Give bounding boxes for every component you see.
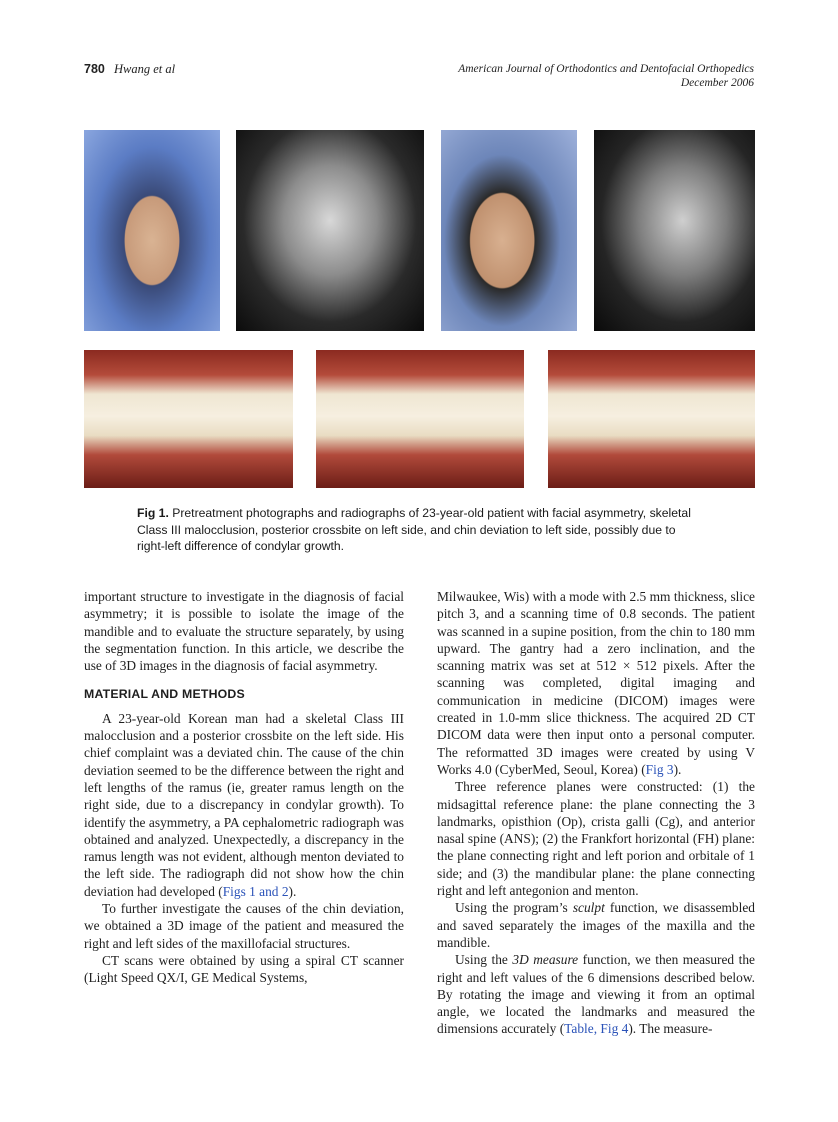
paragraph: Milwaukee, Wis) with a mode with 2.5 mm thickness, slice pitch 3, and a scanning time of 0.8 seconds. The patient was scanned in a supine position, from the chin to 180 mm upward. The gantry had a zero inclination, and the scanning matrix was set at 512 × 512 pixels. After the scanning was completed, digital imaging and communication in medicine (DICOM) images were created in 1.0-mm slice thickness. The acquired 2D CT DICOM data were then input onto a personal computer. The reformatted 3D images were created by using V Works 4.0 (CyberMed, Seoul, Korea) (Fig 3).: [437, 589, 755, 777]
paragraph: CT scans were obtained by using a spiral CT scanner (Light Speed QX/I, GE Medical Systems,: [84, 952, 404, 986]
table-figure-reference-link[interactable]: Table, Fig 4: [564, 1021, 629, 1037]
intraoral-photo-left: [548, 350, 755, 488]
paragraph: Using the 3D measure function, we then measured the right and left values of the 6 dimensions described below. By rotating the image and viewing it from an optimal angle, we located the landmarks and measured the dimensions accurately (Table, Fig 4). The measure-: [437, 952, 755, 1037]
left-column: [84, 588, 404, 987]
frontal-face-photo: [84, 130, 220, 331]
figure-caption-text: Pretreatment photographs and radiographs of 23-year-old patient with facial asymmetry, skeletal Class III malocclusion, posterior crossbite on left side, and chin deviation to left side, possibly due to right-left difference of condylar growth.: [137, 506, 691, 553]
paragraph: A 23-year-old Korean man had a skeletal Class III malocclusion and a posterior crossbite on the left side. His chief complaint was a deviated chin. The cause of the chin deviation seemed to be the difference between the right and left lengths of the ramus (ie, greater ramus length on the right side, due to a discrepancy in condylar growth). To identify the asymmetry, a PA cephalometric radiograph was obtained and analyzed. Unexpectedly, a discrepancy in the ramus length was not evident, although menton deviated to the left side. The radiograph did not show how the chin deviation had developed (Figs 1 and 2).: [84, 710, 404, 899]
figure-reference-link[interactable]: Fig 3: [645, 761, 674, 777]
paragraph: important structure to investigate in the diagnosis of facial asymmetry; it is possible to isolate the image of the mandible and to evaluate the structure separately, by using the segmentation function. In this article, we describe the use of 3D images in the diagnosis of facial asymmetry.: [84, 589, 404, 674]
pa-cephalometric-radiograph: [236, 130, 424, 331]
running-header-right: [458, 62, 754, 90]
running-header-left: [84, 62, 175, 77]
paragraph: To further investigate the causes of the chin deviation, we obtained a 3D image of the patient and measured the right and left sides of the maxillofacial structures.: [84, 901, 404, 951]
running-authors: Hwang et al: [113, 62, 176, 76]
paragraph: Three reference planes were constructed: (1) the midsagittal reference plane: the plane connecting the 3 landmarks, opisthion (Op), crista galli (Cg), and anterior nasal spine (ANS); (2) the Frankfort horizontal (FH) plane: the plane connecting right and left porion and orbitale of 1 side; and (3) the mandibular plane: the plane connecting right and left antegonion and menton.: [437, 779, 755, 899]
intraoral-photo-frontal: [316, 350, 524, 488]
figure-caption: [137, 505, 703, 555]
figure-label: Fig 1.: [137, 506, 169, 520]
journal-title: American Journal of Orthodontics and Dentofacial Orthopedics: [458, 63, 754, 75]
journal-issue: December 2006: [680, 77, 754, 89]
lateral-cephalometric-radiograph: [594, 130, 755, 331]
right-column: [437, 588, 755, 1038]
section-heading: MATERIAL AND METHODS: [84, 687, 245, 702]
page-number: 780: [84, 62, 105, 76]
intraoral-photo-right: [84, 350, 293, 488]
figure-reference-link[interactable]: Figs 1 and 2: [222, 883, 289, 899]
paragraph: Using the program’s sculpt function, we disassembled and saved separately the images of the maxilla and the mandible.: [437, 900, 755, 950]
lateral-face-photo: [441, 130, 577, 331]
